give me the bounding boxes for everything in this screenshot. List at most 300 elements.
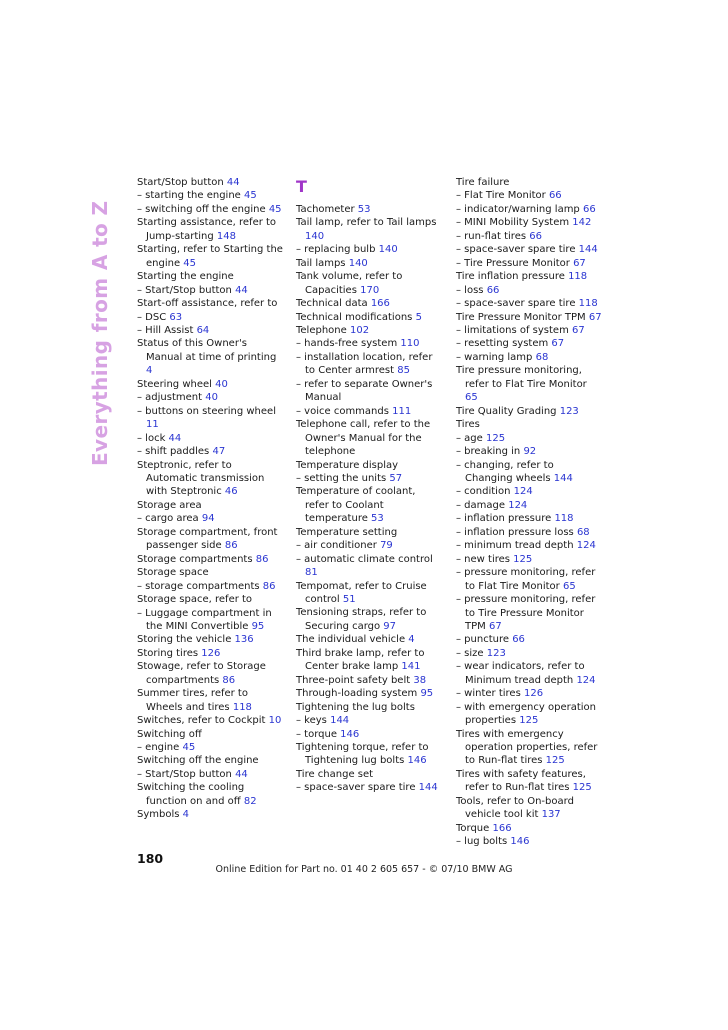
index-entry xyxy=(456,768,602,795)
entry-text: – with emergency operation properties xyxy=(456,701,596,727)
entry-text: Switching off xyxy=(137,728,202,740)
entry-text: Tightening the lug bolts xyxy=(296,701,415,713)
page-reference-link[interactable]: 102 xyxy=(349,324,370,336)
index-entry xyxy=(456,728,602,768)
entry-text: – puncture xyxy=(456,634,513,646)
entry-text: – minimum tread depth xyxy=(456,540,577,552)
entry-text: – setting the units xyxy=(296,472,390,484)
page-reference-link[interactable]: 68 xyxy=(535,351,549,363)
index-entry xyxy=(137,203,283,216)
entry-text: – storage compartments xyxy=(137,580,263,592)
index-entry xyxy=(456,647,602,660)
entry-text: Start/Stop button xyxy=(137,177,227,188)
entry-text: – condition xyxy=(456,486,514,498)
page-reference-link[interactable]: 110 xyxy=(400,338,420,350)
page-reference-link[interactable]: 11 xyxy=(146,419,159,431)
page-reference-link[interactable]: 66 xyxy=(486,284,500,296)
entry-text: – inflation pressure loss xyxy=(456,526,577,538)
page-reference-link[interactable]: 118 xyxy=(232,701,252,713)
index-entry xyxy=(296,714,442,727)
entry-text: Temperature setting xyxy=(296,526,398,538)
index-entry xyxy=(137,647,283,660)
index-entry xyxy=(456,795,602,822)
entry-text: Telephone xyxy=(296,324,350,336)
entry-text: Tire Pressure Monitor TPM xyxy=(456,311,589,323)
page-reference-link[interactable]: 95 xyxy=(420,688,434,700)
index-entry xyxy=(296,768,442,781)
page-reference-link[interactable]: 125 xyxy=(572,782,592,794)
index-entry xyxy=(137,754,283,767)
index-entry xyxy=(137,297,283,310)
index-entry xyxy=(456,405,602,418)
entry-text: Steering wheel xyxy=(137,378,216,390)
index-entry xyxy=(456,418,602,431)
page-reference-link[interactable]: 146 xyxy=(407,755,427,767)
page-reference-link[interactable]: 68 xyxy=(576,526,590,538)
page-reference-link[interactable]: 40 xyxy=(215,378,228,390)
entry-text: Tire change set xyxy=(296,768,374,780)
entry-text: – DSC xyxy=(137,311,170,323)
page-reference-link[interactable]: 95 xyxy=(251,620,265,632)
page-reference-link[interactable]: 64 xyxy=(196,324,210,336)
entry-text: – replacing bulb xyxy=(296,244,379,256)
index-entry xyxy=(137,607,283,634)
page-reference-link[interactable]: 45 xyxy=(183,257,197,269)
entry-text: Starting the engine xyxy=(137,271,234,283)
page-number: 180 xyxy=(137,851,164,866)
index-entry xyxy=(137,432,283,445)
index-entry xyxy=(456,459,602,486)
page-reference-link[interactable]: 57 xyxy=(389,472,403,484)
index-entry xyxy=(296,311,442,324)
page-reference-link[interactable]: 166 xyxy=(492,822,512,834)
index-entry xyxy=(137,284,283,297)
page-reference-link[interactable]: 92 xyxy=(523,446,537,458)
entry-text: Storage compartment, front passenger side xyxy=(137,526,278,552)
index-entry xyxy=(456,351,602,364)
index-entry xyxy=(456,499,602,512)
page-reference-link[interactable]: 118 xyxy=(554,513,574,525)
index-entry xyxy=(456,189,602,202)
index-column-2 xyxy=(296,176,442,795)
index-entry xyxy=(137,566,283,579)
page-reference-link[interactable]: 45 xyxy=(182,742,196,754)
entry-text: – shift paddles xyxy=(137,446,213,458)
index-entry xyxy=(456,822,602,835)
index-entry xyxy=(296,606,442,633)
side-title-text: Everything from A to Z xyxy=(88,200,112,466)
index-entry xyxy=(296,337,442,350)
entry-text: Tank volume, refer to Capacities xyxy=(296,271,403,296)
index-entry xyxy=(456,364,602,404)
index-entry xyxy=(137,633,283,646)
index-entry xyxy=(296,633,442,646)
page-reference-link[interactable]: 67 xyxy=(488,620,502,632)
index-entry xyxy=(296,297,442,310)
index-entry xyxy=(456,701,602,728)
index-entry xyxy=(296,324,442,337)
entry-text: Storage area xyxy=(137,499,202,511)
page-reference-link[interactable]: 63 xyxy=(169,311,183,323)
page-reference-link[interactable]: 126 xyxy=(523,688,544,700)
entry-text: – size xyxy=(456,647,487,659)
entry-text: Switching the cooling function on and off xyxy=(137,782,245,807)
index-entry xyxy=(456,687,602,700)
page-reference-link[interactable]: 140 xyxy=(305,230,325,242)
index-entry xyxy=(137,311,283,324)
page-reference-link[interactable]: 123 xyxy=(486,647,506,659)
page-reference-link[interactable]: 86 xyxy=(224,540,238,552)
entry-text: – switching off the engine xyxy=(137,203,269,215)
page-reference-link[interactable]: 38 xyxy=(413,674,427,686)
entry-text: Tempomat, refer to Cruise control xyxy=(296,580,427,606)
page-reference-link[interactable]: 125 xyxy=(519,715,539,727)
page-reference-link[interactable]: 40 xyxy=(205,392,218,404)
page-reference-link[interactable]: 126 xyxy=(201,647,221,659)
page-reference-link[interactable]: 170 xyxy=(360,284,380,296)
index-entry xyxy=(456,337,602,350)
page-reference-link[interactable]: 125 xyxy=(513,553,533,565)
index-entry xyxy=(456,633,602,646)
entry-text: Through-loading system xyxy=(296,688,421,700)
index-entry xyxy=(137,189,283,202)
entry-text: – loss xyxy=(456,284,487,296)
entry-text: Storage space xyxy=(137,567,209,579)
entry-text: Third brake lamp, refer to Center brake lamp xyxy=(296,647,425,673)
entry-text: Storing the vehicle xyxy=(137,634,235,646)
page-reference-link[interactable]: 125 xyxy=(545,755,565,767)
index-entry xyxy=(456,216,602,229)
index-entry xyxy=(296,687,442,700)
entry-text: Switching off the engine xyxy=(137,755,259,767)
entry-text: – hands-free system xyxy=(296,338,401,350)
index-entry xyxy=(296,674,442,687)
index-entry xyxy=(456,270,602,283)
index-entry xyxy=(137,687,283,714)
page-reference-link[interactable]: 53 xyxy=(357,203,371,215)
entry-text: – Start/Stop button xyxy=(137,768,236,780)
entry-text: Steptronic, refer to Automatic transmission with Steptronic xyxy=(137,459,265,498)
entry-text: Telephone call, refer to the Owner's Manual for the telephone xyxy=(296,419,431,458)
entry-text: – voice commands xyxy=(296,405,393,417)
page-reference-link[interactable]: 124 xyxy=(576,540,596,552)
entry-text: – buttons on steering wheel xyxy=(137,405,276,417)
entry-text: – indicator/warning lamp xyxy=(456,203,583,215)
entry-text: Tire pressure monitoring, refer to Flat Tire Monitor xyxy=(456,365,587,390)
index-entry xyxy=(137,728,283,741)
index-entry xyxy=(296,243,442,256)
page-reference-link[interactable]: 140 xyxy=(378,244,398,256)
index-entry xyxy=(456,660,602,687)
index-entry xyxy=(456,512,602,525)
page-reference-link[interactable]: 5 xyxy=(415,311,422,323)
index-entry xyxy=(296,526,442,539)
entry-text: – pressure monitoring, refer to Flat Tire Monitor xyxy=(456,567,596,592)
entry-text: Tail lamp, refer to Tail lamps xyxy=(296,217,437,229)
index-entry xyxy=(296,701,442,714)
index-entry xyxy=(296,781,442,794)
entry-text: Tensioning straps, refer to Securing cargo xyxy=(296,607,427,632)
entry-text: Tire failure xyxy=(456,177,510,188)
entry-text: Tires with safety features, refer to Run-flat tires xyxy=(456,768,586,794)
index-entry xyxy=(456,593,602,633)
entry-text: Tires with emergency operation properties, refer to Run-flat tires xyxy=(456,728,598,767)
entry-text: – breaking in xyxy=(456,446,524,458)
entry-text: – inflation pressure xyxy=(456,513,555,525)
page-reference-link[interactable]: 142 xyxy=(572,217,592,229)
page-reference-link[interactable]: 4 xyxy=(182,809,190,821)
index-entry xyxy=(137,660,283,687)
index-entry xyxy=(137,243,283,270)
page-reference-link[interactable]: 111 xyxy=(392,405,412,417)
index-entry xyxy=(137,378,283,391)
page-reference-link[interactable]: 123 xyxy=(559,405,579,417)
entry-text: – automatic climate control xyxy=(296,553,433,565)
page-reference-link[interactable]: 146 xyxy=(510,836,530,848)
entry-text: – new tires xyxy=(456,553,514,565)
entry-text: – resetting system xyxy=(456,338,552,350)
index-entry xyxy=(296,741,442,768)
page-reference-link[interactable]: 136 xyxy=(234,634,254,646)
page-reference-link[interactable]: 81 xyxy=(305,567,318,579)
page-reference-link[interactable]: 4 xyxy=(408,634,415,646)
entry-text: – limitations of system xyxy=(456,324,572,336)
entry-text: Tightening torque, refer to Tightening lug bolts xyxy=(296,742,429,767)
index-entry xyxy=(137,768,283,781)
entry-text: – keys xyxy=(296,715,331,727)
entry-text: Stowage, refer to Storage compartments xyxy=(137,661,266,686)
index-entry xyxy=(456,445,602,458)
page-reference-link[interactable]: 66 xyxy=(548,190,562,202)
page-reference-link[interactable]: 144 xyxy=(418,782,438,794)
index-entry xyxy=(296,418,442,458)
index-entry xyxy=(137,714,283,727)
entry-text: Temperature of coolant, refer to Coolant temperature xyxy=(296,486,416,525)
index-entry xyxy=(137,216,283,243)
page-reference-link[interactable]: 82 xyxy=(243,795,257,807)
index-entry xyxy=(456,311,602,324)
page-reference-link[interactable]: 86 xyxy=(222,674,236,686)
entry-text: Storing tires xyxy=(137,647,202,659)
page-reference-link[interactable]: 66 xyxy=(582,203,596,215)
page-reference-link[interactable]: 44 xyxy=(235,768,248,780)
page-reference-link[interactable]: 141 xyxy=(401,661,421,673)
index-entry xyxy=(137,781,283,808)
index-entry xyxy=(137,499,283,512)
index-entry xyxy=(456,566,602,593)
index-entry xyxy=(296,405,442,418)
page-reference-link[interactable]: 65 xyxy=(562,580,576,592)
page-reference-link[interactable]: 85 xyxy=(397,365,410,377)
entry-text: – installation location, refer to Center armrest xyxy=(296,351,433,377)
index-entry xyxy=(456,553,602,566)
page-reference-link[interactable]: 124 xyxy=(508,499,528,511)
section-heading: T xyxy=(296,177,307,196)
entry-text: – lock xyxy=(137,432,169,444)
index-entry xyxy=(296,553,442,580)
entry-text: Tachometer xyxy=(296,203,358,215)
entry-text: – Start/Stop button xyxy=(137,284,236,296)
page-reference-link[interactable]: 67 xyxy=(572,324,585,336)
index-entry xyxy=(456,284,602,297)
entry-text: – space-saver spare tire xyxy=(456,298,579,310)
index-entry xyxy=(456,297,602,310)
index-entry xyxy=(456,243,602,256)
page-reference-link[interactable]: 44 xyxy=(235,284,248,296)
entry-text: Tools, refer to On-board vehicle tool kit xyxy=(456,795,574,821)
index-entry xyxy=(137,741,283,754)
index-entry xyxy=(456,485,602,498)
page-reference-link[interactable]: 144 xyxy=(330,715,350,727)
page-reference-link[interactable]: 79 xyxy=(380,540,393,552)
page-reference-link[interactable]: 45 xyxy=(268,203,282,215)
index-column-3 xyxy=(456,176,602,849)
entry-text: Tail lamps xyxy=(296,257,349,269)
page-reference-link[interactable]: 125 xyxy=(486,432,506,444)
entry-text: Technical data xyxy=(296,298,371,310)
entry-text: – Flat Tire Monitor xyxy=(456,190,549,202)
index-entry xyxy=(456,539,602,552)
entry-text: – Luggage compartment in the MINI Convertible xyxy=(137,607,272,632)
index-entry xyxy=(456,432,602,445)
page-reference-link[interactable]: 148 xyxy=(216,230,237,242)
index-entry xyxy=(137,553,283,566)
page-reference-link[interactable]: 86 xyxy=(255,553,269,565)
entry-text: Starting, refer to Starting the engine xyxy=(137,244,283,269)
index-column-1 xyxy=(137,176,283,822)
entry-text: – refer to separate Owner's Manual xyxy=(296,378,433,404)
index-entry xyxy=(456,324,602,337)
page-reference-link[interactable]: 51 xyxy=(342,594,356,606)
entry-text: – winter tires xyxy=(456,688,524,700)
index-entry xyxy=(296,257,442,270)
index-entry xyxy=(456,230,602,243)
index-entry xyxy=(296,472,442,485)
page-reference-link[interactable]: 146 xyxy=(340,728,360,740)
index-entry xyxy=(137,526,283,553)
entry-text: Symbols xyxy=(137,809,183,821)
index-entry xyxy=(137,512,283,525)
page-reference-link[interactable]: 137 xyxy=(541,809,561,821)
entry-text: Tires xyxy=(456,419,480,431)
entry-text: – run-flat tires xyxy=(456,230,530,242)
entry-text: – MINI Mobility System xyxy=(456,217,573,229)
entry-text: Switches, refer to Cockpit xyxy=(137,715,269,727)
page-reference-link[interactable]: 45 xyxy=(244,190,257,202)
page-reference-link[interactable]: 47 xyxy=(212,446,226,458)
page-reference-link[interactable]: 124 xyxy=(513,486,533,498)
entry-text: – engine xyxy=(137,742,183,754)
entry-text: Tire Quality Grading xyxy=(456,405,560,417)
page-reference-link[interactable]: 124 xyxy=(576,674,596,686)
index-entry xyxy=(296,203,442,216)
entry-text: – damage xyxy=(456,499,509,511)
page-reference-link[interactable]: 4 xyxy=(146,365,153,377)
page-reference-link[interactable]: 166 xyxy=(370,298,390,310)
entry-text: – starting the engine xyxy=(137,190,244,202)
index-entry xyxy=(296,728,442,741)
entry-text: – air conditioner xyxy=(296,540,381,552)
index-entry xyxy=(137,445,283,458)
index-entry xyxy=(456,526,602,539)
entry-text: – lug bolts xyxy=(456,836,511,848)
page-reference-link[interactable]: 53 xyxy=(371,513,384,525)
index-entry xyxy=(296,378,442,405)
index-entry xyxy=(137,405,283,432)
page-reference-link[interactable]: 46 xyxy=(224,486,238,498)
page-reference-link[interactable]: 44 xyxy=(226,177,240,188)
index-entry xyxy=(296,351,442,378)
entry-text: Storage space, refer to xyxy=(137,594,253,606)
index-entry xyxy=(137,391,283,404)
entry-text: – cargo area xyxy=(137,513,202,525)
page-reference-link[interactable]: 66 xyxy=(529,230,542,242)
entry-text: – warning lamp xyxy=(456,351,536,363)
entry-text: Summer tires, refer to Wheels and tires xyxy=(137,688,248,713)
index-entry xyxy=(296,485,442,525)
entry-text: Start-off assistance, refer to xyxy=(137,298,278,310)
entry-text: The individual vehicle xyxy=(296,634,409,646)
index-entry xyxy=(456,257,602,270)
page-reference-link[interactable]: 44 xyxy=(168,432,182,444)
section-side-title xyxy=(89,178,111,468)
entry-text: – Tire Pressure Monitor xyxy=(456,257,574,269)
index-entry xyxy=(296,647,442,674)
page-reference-link[interactable]: 86 xyxy=(262,580,276,592)
page-reference-link[interactable]: 10 xyxy=(268,715,282,727)
index-entry xyxy=(456,835,602,848)
entry-text: Storage compartments xyxy=(137,553,256,565)
entry-text: Technical modifications xyxy=(296,311,416,323)
index-entry xyxy=(137,324,283,337)
index-entry xyxy=(137,808,283,821)
page-reference-link[interactable]: 65 xyxy=(465,392,478,404)
index-entry xyxy=(296,216,442,243)
page-reference-link[interactable]: 118 xyxy=(568,271,588,283)
page-reference-link[interactable]: 144 xyxy=(553,472,573,484)
page-reference-link[interactable]: 97 xyxy=(383,620,397,632)
entry-text: – Hill Assist xyxy=(137,324,197,336)
entry-text: – space-saver spare tire xyxy=(296,782,419,794)
index-entry xyxy=(296,270,442,297)
index-entry xyxy=(137,176,283,189)
entry-text: – adjustment xyxy=(137,392,206,404)
entry-text: Temperature display xyxy=(296,459,399,471)
page-reference-link[interactable]: 118 xyxy=(578,298,598,310)
entry-text: Status of this Owner's Manual at time of printing xyxy=(137,338,277,363)
page-reference-link[interactable]: 67 xyxy=(588,311,602,323)
entry-text: Tire inflation pressure xyxy=(456,271,569,283)
footer-text: Online Edition for Part no. 01 40 2 605 657 - © 07/10 BMW AG xyxy=(215,864,513,875)
index-entry xyxy=(296,539,442,552)
entry-text: Starting assistance, refer to Jump-starting xyxy=(137,217,277,242)
page-reference-link[interactable]: 94 xyxy=(201,513,215,525)
page-reference-link[interactable]: 66 xyxy=(512,634,525,646)
index-entry xyxy=(456,203,602,216)
index-entry xyxy=(456,176,602,189)
index-entry xyxy=(137,580,283,593)
index-entry xyxy=(296,459,442,472)
page-reference-link[interactable]: 140 xyxy=(348,257,368,269)
page-reference-link[interactable]: 144 xyxy=(578,244,598,256)
page-reference-link[interactable]: 67 xyxy=(551,338,565,350)
entry-text: – space-saver spare tire xyxy=(456,244,579,256)
entry-text: – age xyxy=(456,432,486,444)
index-entry xyxy=(137,337,283,377)
page-reference-link[interactable]: 67 xyxy=(573,257,586,269)
index-entry xyxy=(137,593,283,606)
index-entry xyxy=(137,459,283,499)
